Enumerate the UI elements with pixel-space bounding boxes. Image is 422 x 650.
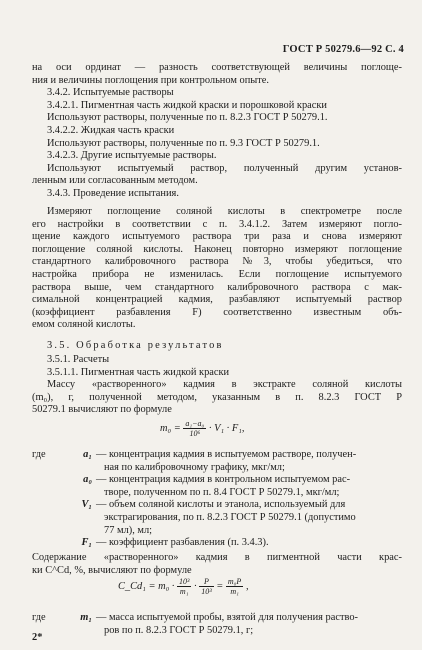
symbol: F₁	[81, 537, 92, 549]
text-line: настройка прибора не изменилась. Если поглощение испытуемого	[32, 269, 402, 280]
text-line: щение каждого испытуемого раствора три раза и снова измеряют	[32, 231, 402, 243]
formula-fraction	[199, 577, 213, 596]
text-line: 50279.1 вычисляют по формуле	[32, 404, 172, 416]
formula-lhs: m₀ =	[160, 422, 181, 434]
definitions-list	[32, 449, 404, 550]
definition: 77 мл), мл;	[104, 524, 153, 536]
section-heading: 3.4.2.1. Пигментная часть жидкой краски и порошковой краски	[47, 99, 327, 111]
fraction-denominator: 10⁶	[189, 429, 201, 438]
definition: — масса испытуемой пробы, взятой для получения раство-	[96, 612, 358, 623]
text-line: на оси ординат — разность соответствующей величины поглоще-	[32, 62, 402, 73]
definition: ров по п. 8.2.3 ГОСТ Р 50279.1, г;	[104, 624, 254, 636]
formula-fraction	[177, 577, 191, 596]
section-heading: 3.5.1.1. Пигментная часть жидкой краски	[47, 366, 230, 378]
section-heading: 3.5. Обработка результатов	[47, 340, 224, 351]
text-line: Используют испытуемый раствор, полученный другим установ-	[47, 162, 402, 174]
formula-fraction	[183, 419, 206, 438]
page-number: 2*	[32, 632, 43, 643]
formula-tail: ,	[245, 580, 249, 592]
fraction-denominator: m₁	[230, 587, 239, 596]
fraction-denominator: m₁	[179, 587, 189, 596]
text-line: Содержание «растворенного» кадмия в пигментной части крас-	[32, 552, 402, 563]
text-line: Используют растворы, полученные по п. 9.3 ГОСТ Р 50279.1.	[47, 137, 320, 149]
text-line: (m₀), г, полученной методом, указанным в п. 8.2.3 ГОСТ Р	[32, 391, 402, 403]
text-line: его настройки в соответствии с п. 3.4.1.2. Затем измеряют погло-	[32, 218, 402, 230]
fraction-numerator: a₁−a₀	[185, 419, 205, 428]
fraction-numerator: m₀P	[227, 577, 242, 586]
definitions-list	[32, 612, 404, 637]
symbol: a₀	[83, 474, 92, 486]
definition: — концентрация кадмия в контрольном испытуемом рас-	[96, 474, 351, 486]
definition: экстрагирования, по п. 8.2.3 ГОСТ Р 50279.1 (допустимо	[104, 511, 356, 523]
definition: ная по калибровочному графику, мкг/мл;	[104, 461, 285, 473]
symbol: a₁	[83, 449, 92, 460]
definition: творе, полученном по п. 8.4 ГОСТ Р 50279.1, мкг/мл;	[104, 486, 340, 498]
definitions-lead: где	[32, 612, 46, 623]
section-heading: 3.4.3. Проведение испытания.	[47, 188, 179, 199]
text-line: ленным или согласованным методом.	[32, 175, 198, 187]
text-line: Используют растворы, полученные по п. 8.2.3 ГОСТ Р 50279.1.	[47, 112, 328, 124]
text-line: симальной концентрацией кадмия, разбавляют испытуемый раствор	[32, 294, 402, 306]
text-line: (коэффициент разбавления F) соответственно известным объ-	[32, 306, 402, 318]
fraction-numerator: 10³	[179, 577, 190, 586]
text-line: поглощение соляной кислоты. Наконец повторно измеряют поглощение	[32, 243, 402, 255]
formula-lhs: C_Cd₁ = m₀ ·	[118, 580, 175, 592]
formula-ccd: C_Cd₁ = m₀ · $\frac{\text{10³}}{\text{m₁}}$ · $\frac{P}{\text{10³}}$ = $\frac{\text{m₀P}}{\text{m₁}}$ ,	[118, 577, 249, 596]
text-line: ния и величины поглощения при контрольном опыте.	[32, 74, 270, 86]
section-heading: 3.4.2. Испытуемые растворы	[47, 87, 174, 99]
symbol: m₁	[80, 612, 92, 623]
text-line: Массу «растворенного» кадмия в экстракте соляной кислоты	[47, 379, 402, 391]
text-line: стандартного калибровочного раствора №3, чтобы убедиться, что	[32, 256, 402, 268]
formula-m0	[160, 419, 244, 438]
equals-sign: =	[216, 580, 224, 592]
section-heading: 3.5.1. Расчеты	[47, 354, 110, 365]
fraction-denominator: 10³	[201, 587, 212, 596]
definition: — концентрация кадмия в испытуемом растворе, получен-	[96, 449, 357, 460]
text-line: Измеряют поглощение соляной кислоты в спектрометре после	[47, 206, 402, 217]
section-heading: 3.4.2.3. Другие испытуемые растворы.	[47, 150, 217, 162]
fraction-numerator: P	[199, 577, 213, 587]
formula-rest: · V₁ · F₁,	[208, 422, 245, 434]
text-line: емом соляной кислоты.	[32, 319, 136, 331]
section-heading: 3.4.2.2. Жидкая часть краски	[47, 125, 175, 136]
definition: — объем соляной кислоты и этанола, используемый для	[96, 499, 346, 511]
text-line: раствора выше, чем стандартного калибровочного раствора с мак-	[32, 281, 402, 293]
symbol: V₁	[81, 499, 92, 511]
text-line: ки C^Cd, %, вычисляют по формуле	[32, 564, 192, 576]
definitions-lead: где	[32, 449, 46, 460]
page-header: ГОСТ Р 50279.6—92 С. 4	[282, 44, 404, 55]
definition: — коэффициент разбавления (п. 3.4.3).	[96, 537, 269, 549]
formula-fraction	[226, 577, 243, 596]
